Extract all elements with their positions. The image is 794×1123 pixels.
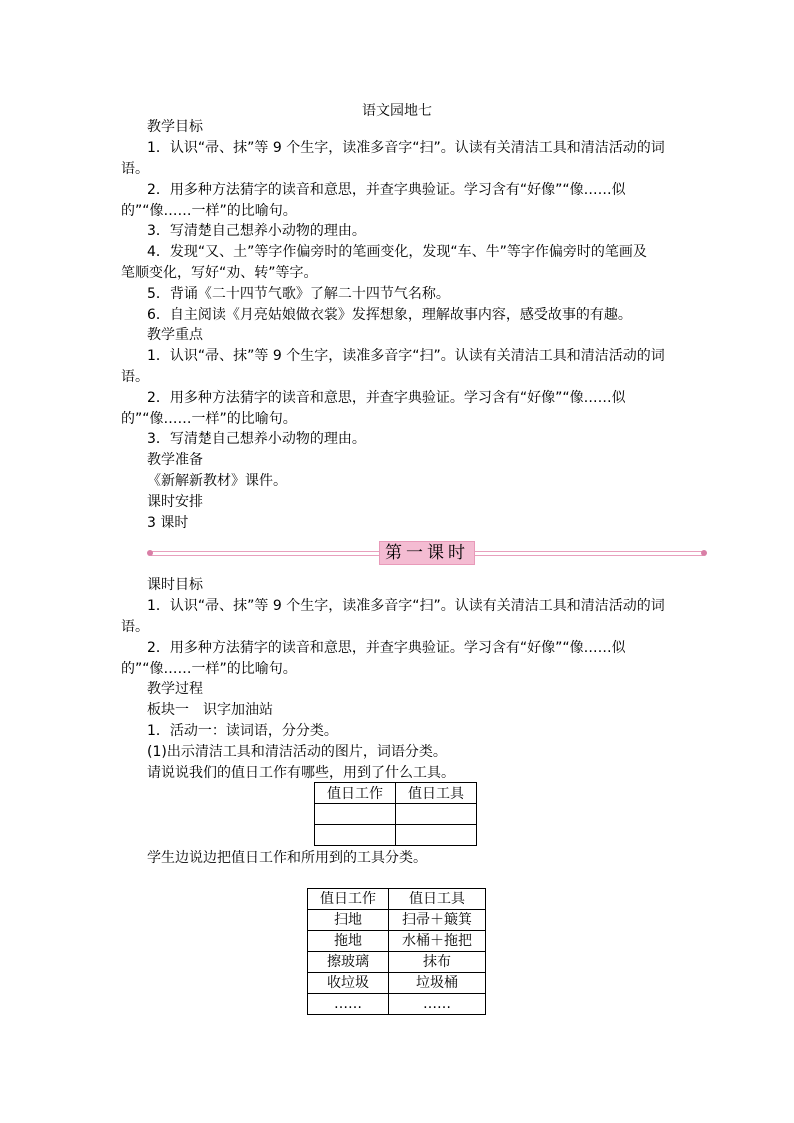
heading-process: 教学过程 (147, 681, 203, 697)
table-row (315, 804, 477, 825)
paragraph-line: 《新解新教材》课件。 (147, 473, 287, 489)
paragraph-line: 2．用多种方法猜字的读音和意思，并查字典验证。学习含有“好像”“像……似 (147, 390, 626, 406)
paragraph-line: 1．认识“帚、抹”等 9 个生字，读准多音字“扫”。认读有关清洁工具和清洁活动的词 (147, 598, 665, 614)
paragraph-line: 1．认识“帚、抹”等 9 个生字，读准多音字“扫”。认读有关清洁工具和清洁活动的词 (147, 348, 665, 364)
paragraph-line: 3．写清楚自己想养小动物的理由。 (147, 223, 366, 239)
table-header-cell: 值日工具 (396, 783, 477, 804)
table-row (308, 931, 486, 952)
paragraph-line: 3．写清楚自己想养小动物的理由。 (147, 431, 366, 447)
table-row (308, 973, 486, 994)
table-header-cell: 值日工具 (389, 889, 486, 910)
table-cell: …… (308, 994, 389, 1015)
paragraph-line: 的”“像……一样”的比喻句。 (121, 661, 297, 677)
paragraph-line: 2．用多种方法猜字的读音和意思，并查字典验证。学习含有“好像”“像……似 (147, 182, 626, 198)
sorted-duty-table (307, 888, 486, 1015)
heading-key-points: 教学重点 (147, 327, 203, 343)
table-cell: 扫地 (308, 910, 389, 931)
heading-schedule: 课时安排 (147, 494, 203, 510)
heading-preparation: 教学准备 (147, 452, 203, 468)
table-header-cell: 值日工作 (308, 889, 389, 910)
section-badge: 第一课时 (379, 541, 475, 565)
section-divider (147, 541, 707, 565)
subheading-block-one: 板块一 识字加油站 (147, 702, 273, 718)
table-cell (396, 804, 477, 825)
table-cell: 垃圾桶 (389, 973, 486, 994)
table-cell: 扫帚＋簸箕 (389, 910, 486, 931)
blank-sort-table (314, 782, 477, 846)
divider-dot-icon (147, 550, 153, 556)
table-cell: 抹布 (389, 952, 486, 973)
table-row (308, 994, 486, 1015)
paragraph-line: (1)出示清洁工具和清洁活动的图片，词语分类。 (147, 744, 447, 760)
table-cell: 拖地 (308, 931, 389, 952)
heading-teaching-goals: 教学目标 (147, 119, 203, 135)
table-row (308, 952, 486, 973)
table-cell: 水桶＋拖把 (389, 931, 486, 952)
table-cell: …… (389, 994, 486, 1015)
paragraph-line: 请说说我们的值日工作有哪些，用到了什么工具。 (147, 765, 455, 781)
table-cell (315, 804, 396, 825)
paragraph-line: 1．认识“帚、抹”等 9 个生字，读准多音字“扫”。认读有关清洁工具和清洁活动的词 (147, 140, 665, 156)
heading-lesson-goals: 课时目标 (147, 577, 203, 593)
paragraph-line: 2．用多种方法猜字的读音和意思，并查字典验证。学习含有“好像”“像……似 (147, 640, 626, 656)
paragraph-line: 4．发现“又、土”等字作偏旁时的笔画变化，发现“车、牛”等字作偏旁时的笔画及 (147, 244, 647, 260)
paragraph-line: 语。 (121, 161, 149, 177)
paragraph-line: 语。 (121, 369, 149, 385)
paragraph-line: 1．活动一：读词语，分分类。 (147, 723, 338, 739)
paragraph-line: 学生边说边把值日工作和所用到的工具分类。 (147, 850, 427, 866)
paragraph-line: 的”“像……一样”的比喻句。 (121, 411, 297, 427)
paragraph-line: 的”“像……一样”的比喻句。 (121, 203, 297, 219)
paragraph-line: 笔顺变化，写好“劝、转”等字。 (121, 265, 318, 281)
paragraph-line: 6．自主阅读《月亮姑娘做衣裳》发挥想象，理解故事内容，感受故事的有趣。 (147, 307, 632, 323)
table-row (315, 825, 477, 846)
divider-dot-icon (701, 550, 707, 556)
table-header-row (315, 783, 477, 804)
table-cell (396, 825, 477, 846)
table-cell (315, 825, 396, 846)
table-cell: 收垃圾 (308, 973, 389, 994)
paragraph-line: 3 课时 (147, 515, 189, 531)
table-header-cell: 值日工作 (315, 783, 396, 804)
paragraph-line: 5．背诵《二十四节气歌》了解二十四节气名称。 (147, 286, 450, 302)
table-cell: 擦玻璃 (308, 952, 389, 973)
table-header-row (308, 889, 486, 910)
paragraph-line: 语。 (121, 619, 149, 635)
table-row (308, 910, 486, 931)
page-title: 语文园地七 (362, 103, 432, 119)
